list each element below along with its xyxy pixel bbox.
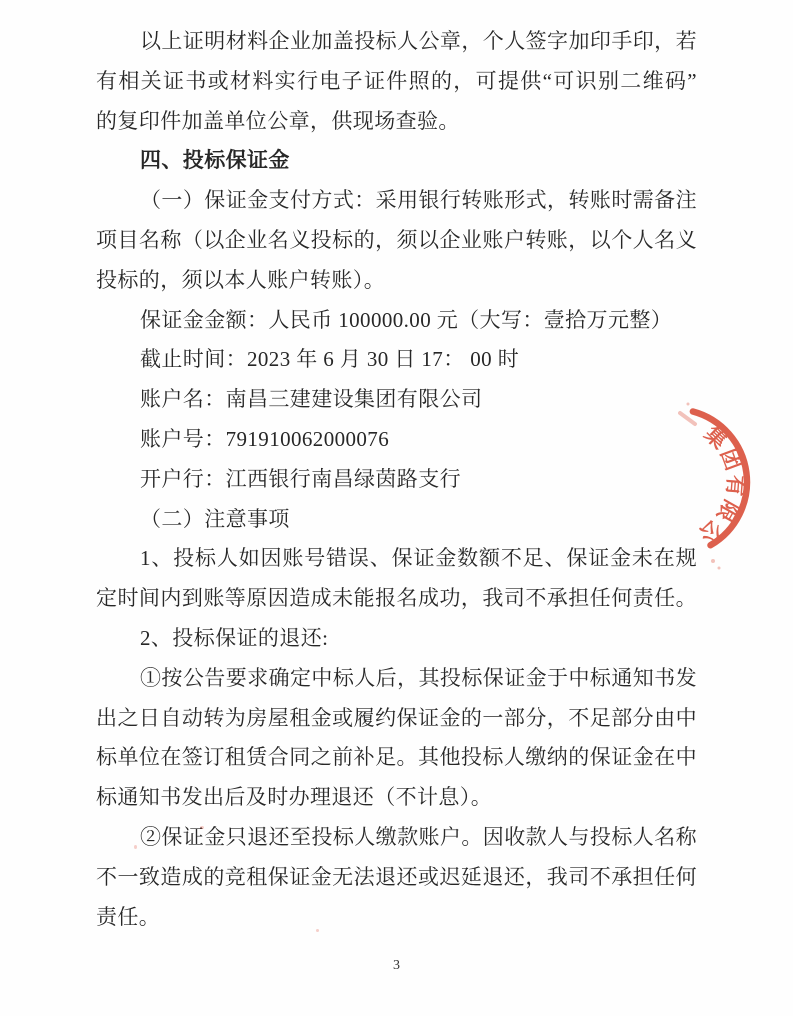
text-line: ①按公告要求确定中标人后，其投标保证金于中标通知书发: [140, 665, 697, 690]
text-line: 账户名：南昌三建建设集团有限公司: [140, 387, 483, 412]
text-line: 投标的，须以本人账户转账）。: [96, 267, 386, 292]
text-line: 1、投标人如因账号错误、保证金数额不足、保证金未在规: [140, 546, 697, 571]
text-line: 定时间内到账等原因造成未能报名成功，我司不承担任何责任。: [96, 586, 697, 611]
text-line: （二）注意事项: [140, 506, 290, 531]
seal-text: 集团有限公: [692, 421, 748, 549]
stamp-speckle: [711, 559, 715, 563]
text-line: 有相关证书或材料实行电子证件照的，可提供“可识别二维码”: [96, 68, 697, 93]
text-line: ②保证金只退还至投标人缴款账户。因收款人与投标人名称: [140, 824, 697, 849]
text-line: （一）保证金支付方式：采用银行转账形式，转账时需备注: [140, 188, 697, 213]
text-line: 的复印件加盖单位公章，供现场查验。: [96, 108, 460, 133]
text-line: 项目名称（以企业名义投标的，须以企业账户转账，以个人名义: [96, 227, 697, 252]
text-line: 四、投标保证金: [140, 148, 290, 173]
text-line: 开户行：江西银行南昌绿茵路支行: [140, 466, 461, 491]
seal-ring: [693, 412, 747, 546]
text-line: 账户号：791910062000076: [140, 426, 390, 451]
document-body: [96, 22, 697, 937]
text-line: 标通知书发出后及时办理退还（不计息）。: [96, 785, 493, 810]
stamp-speckle: [200, 826, 204, 829]
text-line: 标单位在签订租赁合同之前补足。其他投标人缴纳的保证金在中: [96, 745, 697, 770]
text-line: 出之日自动转为房屋租金或履约保证金的一部分，不足部分由中: [96, 705, 697, 730]
page-number: 3: [393, 958, 400, 973]
stamp-speckle: [134, 845, 137, 849]
text-line: 不一致造成的竞租保证金无法退还或迟延退还，我司不承担任何: [96, 864, 697, 889]
text-line: 责任。: [96, 904, 161, 929]
stamp-speckle: [718, 567, 721, 570]
text-line: 截止时间：2023 年 6 月 30 日 17： 00 时: [140, 347, 520, 372]
stamp-speckle: [316, 929, 319, 932]
text-line: 2、投标保证的退还:: [140, 625, 329, 650]
text-line: 保证金金额：人民币 100000.00 元（大写：壹拾万元整）: [140, 307, 673, 332]
text-line: 以上证明材料企业加盖投标人公章，个人签字加印手印，若: [140, 29, 697, 53]
